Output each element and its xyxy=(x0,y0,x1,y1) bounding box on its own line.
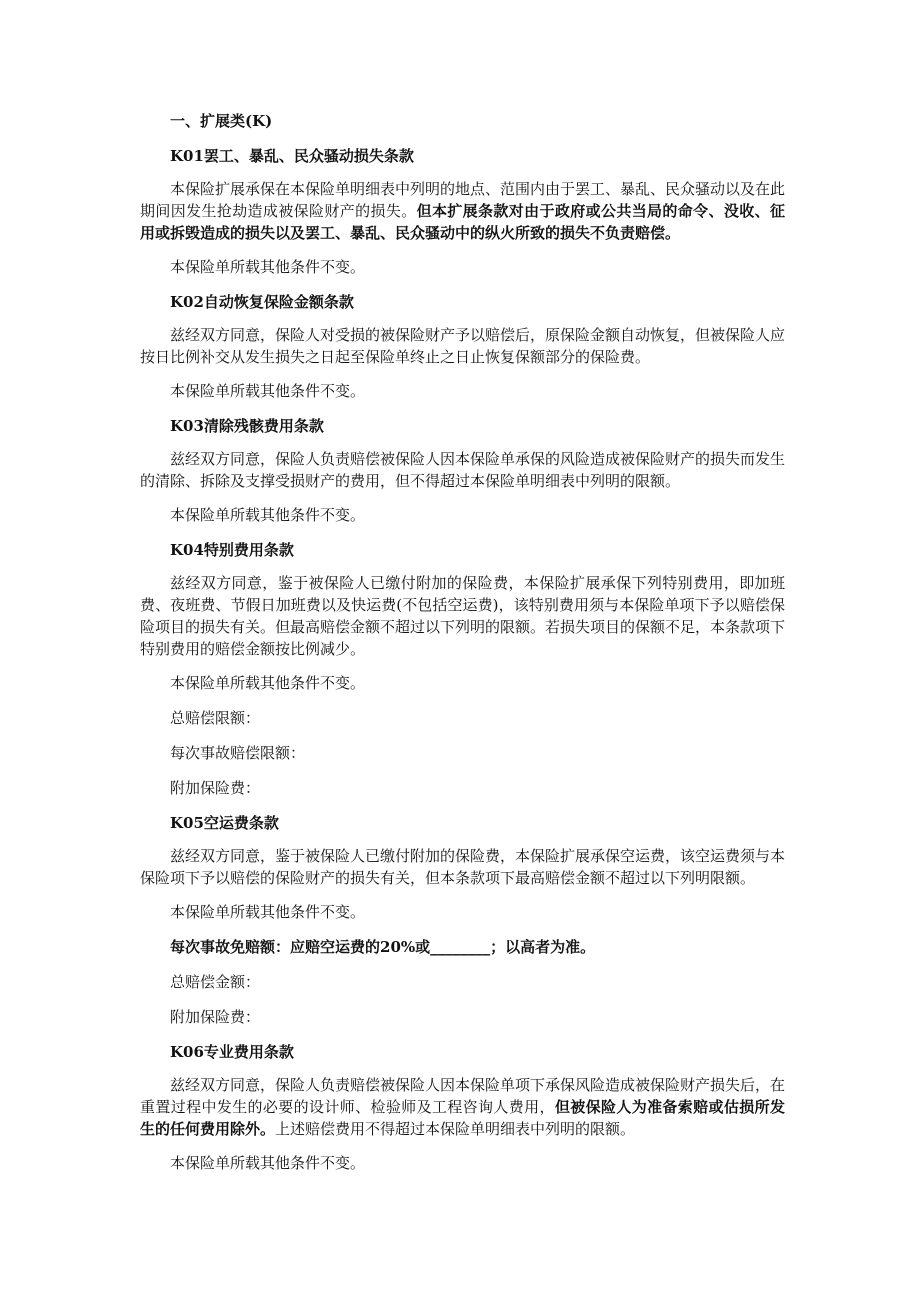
clause-closing-k03: 本保险单所载其他条件不变。 xyxy=(170,506,366,524)
clause-exclusion-k01: 但本扩展条款对由于政府或公共当局的命令、没收、征用或拆毁造成的损失以及罢工、暴乱、民众骚动中的纵火所致的损失不负责赔偿。 xyxy=(140,202,785,242)
clause-exclusion-k06: 但被保险人为准备索赔或估损所发生的任何费用除外。 xyxy=(140,1098,785,1138)
document-page xyxy=(140,108,785,1177)
clause-closing-k04: 本保险单所载其他条件不变。 xyxy=(170,674,366,692)
clause-title-k06: K06专业费用条款 xyxy=(170,1043,294,1061)
clause-title-k03: K03清除残骸费用条款 xyxy=(170,417,324,435)
clause-body-k04: 兹经双方同意，鉴于被保险人已缴付附加的保险费，本保险扩展承保下列特别费用，即加班费、夜班费、节假日加班费以及快运费(不包括空运费)，该特别费用须与本保险单项下予以赔偿保险项目的损失有关。但最高赔偿金额不超过以下列明的限额。若损失项目的保额不足，本条款项下特别费用的赔偿金额按比例减少。 xyxy=(140,574,786,658)
clause-body-k03: 兹经双方同意，保险人负责赔偿被保险人因本保险单承保的风险造成被保险财产的损失而发生的清除、拆除及支撑受损财产的费用，但不得超过本保险单明细表中列明的限额。 xyxy=(140,450,786,490)
clause-closing-k02: 本保险单所载其他条件不变。 xyxy=(170,382,366,400)
clause-body-k06: 兹经双方同意，保险人负责赔偿被保险人因本保险单项下承保风险造成被保险财产损失后，在重置过程中发生的必要的设计师、检验师及工程咨询人费用，但被保险人为准备索赔或估损所发生的任何费用除外。上述赔偿费用不得超过本保险单明细表中列明的限额。 xyxy=(140,1076,786,1138)
extra-premium-label-k05: 附加保险费： xyxy=(170,1008,261,1026)
extra-premium-label-k04: 附加保险费： xyxy=(170,779,261,797)
clause-title-k05: K05空运费条款 xyxy=(170,814,279,832)
total-amount-label-k05: 总赔偿金额： xyxy=(170,973,261,991)
total-limit-label-k04: 总赔偿限额： xyxy=(170,709,261,727)
clause-body-k05: 兹经双方同意，鉴于被保险人已缴付附加的保险费，本保险扩展承保空运费，该空运费须与本保险项下予以赔偿的保险财产的损失有关，但本条款项下最高赔偿金额不超过以下列明限额。 xyxy=(140,847,786,887)
clause-closing-k01: 本保险单所载其他条件不变。 xyxy=(170,258,366,276)
clause-body-k01: 本保险扩展承保在本保险单明细表中列明的地点、范围内由于罢工、暴乱、民众骚动以及在此期间因发生抢劫造成被保险财产的损失。但本扩展条款对由于政府或公共当局的命令、没收、征用或拆毁造成的损失以及罢工、暴乱、民众骚动中的纵火所致的损失不负责赔偿。 xyxy=(140,180,786,242)
clause-title-k04: K04特别费用条款 xyxy=(170,541,294,559)
clause-body-k02: 兹经双方同意，保险人对受损的被保险财产予以赔偿后，原保险金额自动恢复，但被保险人应按日比例补交从发生损失之日起至保险单终止之日止恢复保额部分的保险费。 xyxy=(140,326,786,366)
per-accident-limit-label-k04: 每次事故赔偿限额： xyxy=(170,744,306,762)
clause-closing-k05: 本保险单所载其他条件不变。 xyxy=(170,903,366,921)
clause-title-k01: K01罢工、暴乱、民众骚动损失条款 xyxy=(170,147,414,165)
deductible-k05: 每次事故免赔额：应赔空运费的20%或________；以高者为准。 xyxy=(170,938,596,956)
section-title: 一、扩展类(K) xyxy=(170,112,273,130)
clause-closing-k06: 本保险单所载其他条件不变。 xyxy=(170,1154,366,1172)
clause-title-k02: K02自动恢复保险金额条款 xyxy=(170,293,354,311)
